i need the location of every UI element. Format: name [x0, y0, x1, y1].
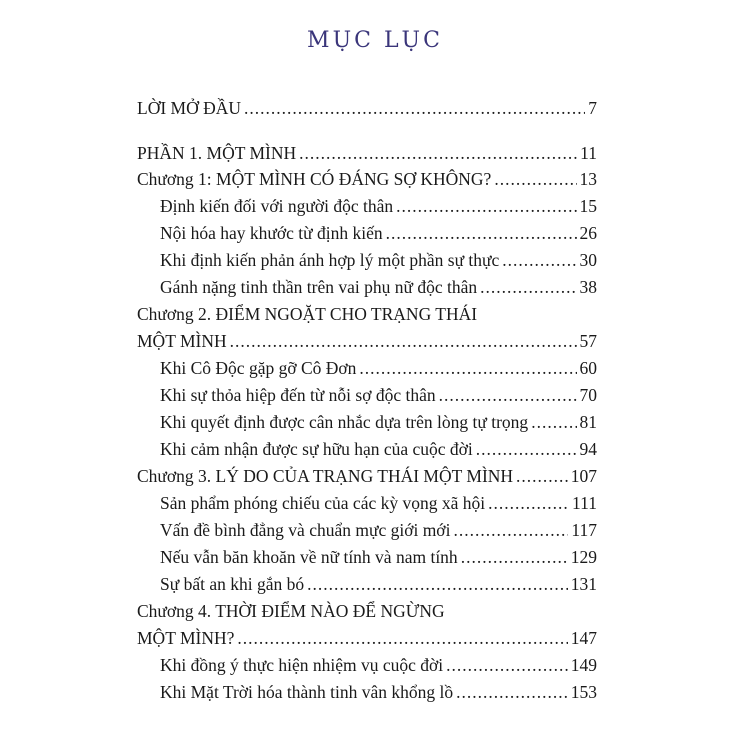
toc-entry	[160, 249, 597, 271]
toc-entry	[160, 222, 597, 244]
dot-leader	[476, 438, 577, 460]
toc-entry	[137, 168, 597, 190]
toc-entry-label: Khi Mặt Trời hóa thành tinh vân khổng lồ	[160, 682, 454, 702]
toc-entry-label-line1: Chương 4. THỜI ĐIỂM NÀO ĐỂ NGỪNG	[137, 601, 445, 621]
toc-entry-label: Định kiến đối với người độc thân	[160, 196, 394, 216]
dot-leader	[439, 384, 577, 406]
dot-leader	[461, 546, 568, 568]
dot-leader	[494, 168, 576, 190]
toc-entry-page: 38	[579, 277, 597, 297]
toc-entry-label: Khi quyết định được cân nhắc dựa trên lòng tự trọng	[160, 412, 529, 432]
toc-entry-label: PHẦN 1. MỘT MÌNH	[137, 143, 297, 163]
dot-leader	[244, 97, 585, 119]
toc-entry-label: MỘT MÌNH?	[137, 628, 235, 648]
toc-entry	[137, 97, 597, 119]
toc-entry	[137, 142, 597, 164]
toc-entry	[160, 384, 597, 406]
toc-entry	[137, 465, 597, 487]
toc-entry	[160, 357, 597, 379]
dot-leader	[359, 357, 576, 379]
toc-entry-label: Nội hóa hay khước từ định kiến	[160, 223, 383, 243]
toc-entry-label: Chương 3. LÝ DO CỦA TRẠNG THÁI MỘT MÌNH	[137, 466, 514, 486]
toc-entry-label-line1: Chương 2. ĐIỂM NGOẶT CHO TRẠNG THÁI	[137, 304, 478, 324]
toc-entry-page: 81	[579, 412, 597, 432]
toc-entry-page: 107	[570, 466, 597, 486]
toc-entry-page: 60	[579, 358, 597, 378]
toc-entry-label: Sản phẩm phóng chiếu của các kỳ vọng xã hội	[160, 493, 486, 513]
toc-entry-page: 147	[570, 628, 597, 648]
toc-entry-label: Khi cảm nhận được sự hữu hạn của cuộc đời	[160, 439, 473, 459]
toc-entry-page: 11	[580, 143, 597, 163]
dot-leader	[516, 465, 568, 487]
toc-entry	[160, 681, 597, 703]
dot-leader	[237, 627, 567, 649]
dot-leader	[453, 519, 568, 541]
toc-entry	[160, 546, 597, 568]
toc-entry-page: 149	[570, 655, 597, 675]
toc-entry	[160, 195, 597, 217]
toc-entry-label: Nếu vẫn băn khoăn về nữ tính và nam tính	[160, 547, 458, 567]
toc-entry-label: Khi Cô Độc gặp gỡ Cô Đơn	[160, 358, 357, 378]
dot-leader	[386, 222, 577, 244]
dot-leader	[307, 573, 568, 595]
toc-entry	[160, 573, 597, 595]
toc-entry-page: 13	[579, 169, 597, 189]
toc-entry	[137, 627, 597, 649]
toc-entry-page: 117	[571, 520, 597, 540]
toc-entry	[160, 492, 597, 514]
toc-entry-page: 94	[579, 439, 597, 459]
dot-leader	[230, 330, 577, 352]
toc-entry-page: 111	[572, 493, 597, 513]
toc-entry-label: Gánh nặng tinh thần trên vai phụ nữ độc thân	[160, 277, 478, 297]
dot-leader	[502, 249, 576, 271]
toc-entry	[160, 438, 597, 460]
toc-entry	[160, 519, 597, 541]
toc-entry-page: 30	[579, 250, 597, 270]
toc-entry	[137, 330, 597, 352]
toc-entry-page: 15	[579, 196, 597, 216]
toc-entry-page: 57	[579, 331, 597, 351]
dot-leader	[480, 276, 576, 298]
toc-entry-page: 7	[588, 98, 597, 118]
page-title: MỤC LỤC	[307, 28, 443, 53]
toc-entry-label: LỜI MỞ ĐẦU	[137, 98, 242, 118]
toc-entry-page: 26	[579, 223, 597, 243]
dot-leader	[446, 654, 568, 676]
toc-entry-label: MỘT MÌNH	[137, 331, 227, 351]
toc-entry-page: 131	[570, 574, 597, 594]
toc-entry	[160, 276, 597, 298]
dot-leader	[396, 195, 576, 217]
toc-entry-page: 153	[570, 682, 597, 702]
toc-entry-label: Vấn đề bình đẳng và chuẩn mực giới mới	[160, 520, 451, 540]
dot-leader	[488, 492, 569, 514]
toc-entry-label: Khi sự thỏa hiệp đến từ nỗi sợ độc thân	[160, 385, 436, 405]
toc-entry-label: Sự bất an khi gắn bó	[160, 574, 305, 594]
dot-leader	[299, 142, 577, 164]
toc-entry	[160, 411, 597, 433]
dot-leader	[531, 411, 576, 433]
toc-entry-page: 129	[570, 547, 597, 567]
toc-entry	[160, 654, 597, 676]
toc-entry-page: 70	[579, 385, 597, 405]
toc-entry-label: Khi định kiến phản ánh hợp lý một phần sự thực	[160, 250, 500, 270]
toc-entry-label: Chương 1: MỘT MÌNH CÓ ĐÁNG SỢ KHÔNG?	[137, 169, 492, 189]
toc-entry-label: Khi đồng ý thực hiện nhiệm vụ cuộc đời	[160, 655, 444, 675]
dot-leader	[456, 681, 568, 703]
